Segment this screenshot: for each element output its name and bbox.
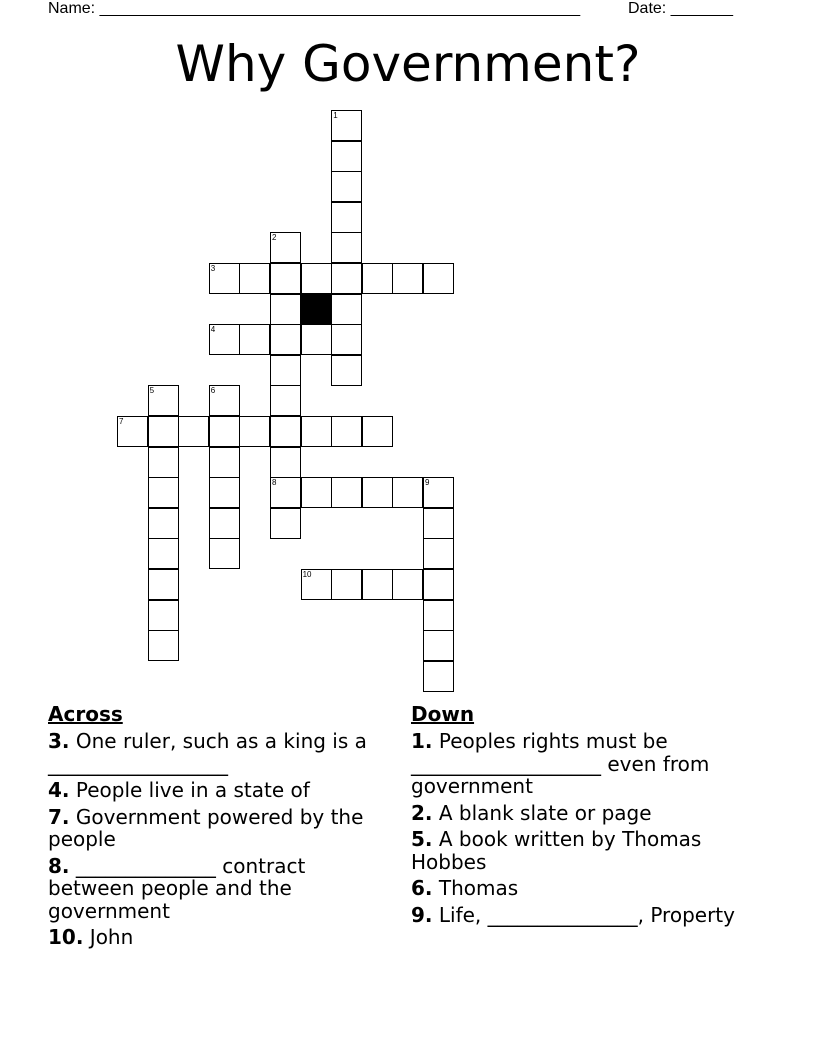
crossword-cell[interactable] bbox=[331, 110, 362, 141]
crossword-cell[interactable] bbox=[362, 477, 393, 508]
crossword-cell[interactable] bbox=[270, 294, 301, 325]
crossword-cell[interactable] bbox=[362, 569, 393, 600]
clue-text: A blank slate or page bbox=[438, 800, 652, 825]
clue-number-label: 8 bbox=[272, 478, 277, 488]
clue-down-1 bbox=[411, 730, 771, 798]
crossword-cell[interactable] bbox=[423, 263, 454, 294]
across-clues bbox=[48, 702, 388, 953]
down-heading: Down bbox=[411, 702, 475, 726]
crossword-cell[interactable] bbox=[270, 416, 301, 447]
crossword-cell[interactable] bbox=[331, 294, 362, 325]
clue-across-3 bbox=[48, 730, 388, 775]
crossword-cell[interactable] bbox=[148, 477, 179, 508]
crossword-cell[interactable] bbox=[239, 263, 270, 294]
crossword-cell[interactable] bbox=[301, 569, 332, 600]
crossword-cell[interactable] bbox=[423, 477, 454, 508]
crossword-cell[interactable] bbox=[209, 508, 240, 539]
crossword-cell[interactable] bbox=[423, 508, 454, 539]
crossword-cell[interactable] bbox=[331, 355, 362, 386]
crossword-cell[interactable] bbox=[209, 324, 240, 355]
clue-text: One ruler, such as a king is a __________________ bbox=[48, 729, 367, 776]
crossword-cell[interactable] bbox=[331, 324, 362, 355]
clue-text: Peoples rights must be ___________________ even from government bbox=[411, 729, 710, 798]
clue-text: People live in a state of bbox=[75, 778, 310, 802]
crossword-cell[interactable] bbox=[362, 416, 393, 447]
crossword-cell[interactable] bbox=[423, 630, 454, 661]
crossword-cell[interactable] bbox=[301, 324, 332, 355]
crossword-cell[interactable] bbox=[239, 324, 270, 355]
clue-text: ______________ contract between people and the government bbox=[48, 853, 306, 923]
clue-number-label: 10 bbox=[302, 570, 312, 579]
clue-number: 6. bbox=[411, 876, 433, 900]
clue-down-5 bbox=[411, 828, 771, 873]
crossword-cell[interactable] bbox=[148, 416, 179, 447]
crossword-cell[interactable] bbox=[148, 600, 179, 631]
crossword-cell[interactable] bbox=[270, 263, 301, 294]
clue-number-label: 9 bbox=[425, 478, 430, 488]
crossword-cell[interactable] bbox=[331, 171, 362, 202]
crossword-cell[interactable] bbox=[331, 232, 362, 263]
crossword-cell[interactable] bbox=[270, 324, 301, 355]
clue-number: 8. bbox=[48, 853, 70, 878]
name-field-label: Name: ______________________________________________________ bbox=[48, 0, 581, 17]
crossword-cell[interactable] bbox=[209, 263, 240, 294]
crossword-cell[interactable] bbox=[301, 263, 332, 294]
crossword-cell[interactable] bbox=[423, 600, 454, 631]
crossword-cell[interactable] bbox=[270, 355, 301, 386]
crossword-cell[interactable] bbox=[331, 202, 362, 233]
clue-number: 9. bbox=[411, 902, 433, 927]
clue-number-label: 2 bbox=[272, 233, 277, 243]
crossword-cell[interactable] bbox=[331, 263, 362, 294]
date-field-label: Date: _______ bbox=[628, 0, 733, 17]
clue-number-label: 4 bbox=[210, 325, 216, 335]
crossword-cell[interactable] bbox=[178, 416, 209, 447]
clue-number: 5. bbox=[411, 827, 433, 851]
crossword-cell[interactable] bbox=[148, 508, 179, 539]
crossword-cell[interactable] bbox=[270, 477, 301, 508]
clue-number-label: 1 bbox=[333, 111, 338, 120]
crossword-cell[interactable] bbox=[270, 385, 301, 416]
crossword-cell[interactable] bbox=[270, 447, 301, 478]
crossword-cell[interactable] bbox=[301, 416, 332, 447]
clue-down-6 bbox=[411, 877, 771, 900]
clue-across-4 bbox=[48, 779, 388, 802]
crossword-cell[interactable] bbox=[239, 416, 270, 447]
clue-number: 3. bbox=[48, 729, 70, 753]
clue-number-label: 5 bbox=[149, 386, 155, 396]
crossword-cell[interactable] bbox=[331, 141, 362, 172]
clue-text: Thomas bbox=[438, 876, 519, 900]
crossword-cell[interactable] bbox=[209, 385, 240, 416]
crossword-cell[interactable] bbox=[362, 263, 393, 294]
crossword-cell[interactable] bbox=[148, 630, 179, 661]
crossword-cell[interactable] bbox=[270, 232, 301, 263]
crossword-cell[interactable] bbox=[423, 569, 454, 600]
crossword-cell[interactable] bbox=[423, 661, 454, 692]
clue-number: 4. bbox=[48, 778, 70, 802]
clue-across-8 bbox=[48, 855, 388, 923]
clue-text: Life, _______________, Property bbox=[438, 902, 735, 927]
clue-down-9 bbox=[411, 904, 771, 927]
across-heading: Across bbox=[48, 702, 123, 726]
crossword-block-cell bbox=[301, 294, 332, 325]
clue-number-label: 7 bbox=[119, 417, 124, 426]
crossword-cell[interactable] bbox=[423, 538, 454, 569]
crossword-cell[interactable] bbox=[331, 477, 362, 508]
crossword-cell[interactable] bbox=[148, 447, 179, 478]
crossword-cell[interactable] bbox=[117, 416, 148, 447]
clue-number: 2. bbox=[411, 800, 433, 825]
down-clues bbox=[411, 702, 771, 930]
clue-down-2 bbox=[411, 802, 771, 825]
crossword-cell[interactable] bbox=[331, 569, 362, 600]
crossword-cell[interactable] bbox=[392, 263, 423, 294]
crossword-cell[interactable] bbox=[148, 538, 179, 569]
clue-number-label: 3 bbox=[210, 264, 216, 273]
crossword-cell[interactable] bbox=[270, 508, 301, 539]
crossword-cell[interactable] bbox=[392, 477, 423, 508]
crossword-cell[interactable] bbox=[301, 477, 332, 508]
clue-number-label: 6 bbox=[210, 386, 216, 396]
crossword-cell[interactable] bbox=[209, 538, 240, 569]
clue-number: 1. bbox=[411, 729, 433, 753]
crossword-cell[interactable] bbox=[148, 385, 179, 416]
clue-number: 7. bbox=[48, 804, 70, 829]
clue-across-10 bbox=[48, 926, 388, 949]
clue-across-7 bbox=[48, 806, 388, 851]
crossword-cell[interactable] bbox=[209, 416, 240, 447]
crossword-cell[interactable] bbox=[392, 569, 423, 600]
crossword-cell[interactable] bbox=[331, 416, 362, 447]
crossword-cell[interactable] bbox=[148, 569, 179, 600]
page-title: Why Government? bbox=[175, 35, 641, 93]
clue-text: Government powered by the people bbox=[48, 804, 364, 851]
clue-text: A book written by Thomas Hobbes bbox=[411, 827, 702, 874]
crossword-cell[interactable] bbox=[209, 447, 240, 478]
clue-text: John bbox=[89, 925, 134, 949]
crossword-cell[interactable] bbox=[209, 477, 240, 508]
clue-number: 10. bbox=[48, 925, 84, 949]
